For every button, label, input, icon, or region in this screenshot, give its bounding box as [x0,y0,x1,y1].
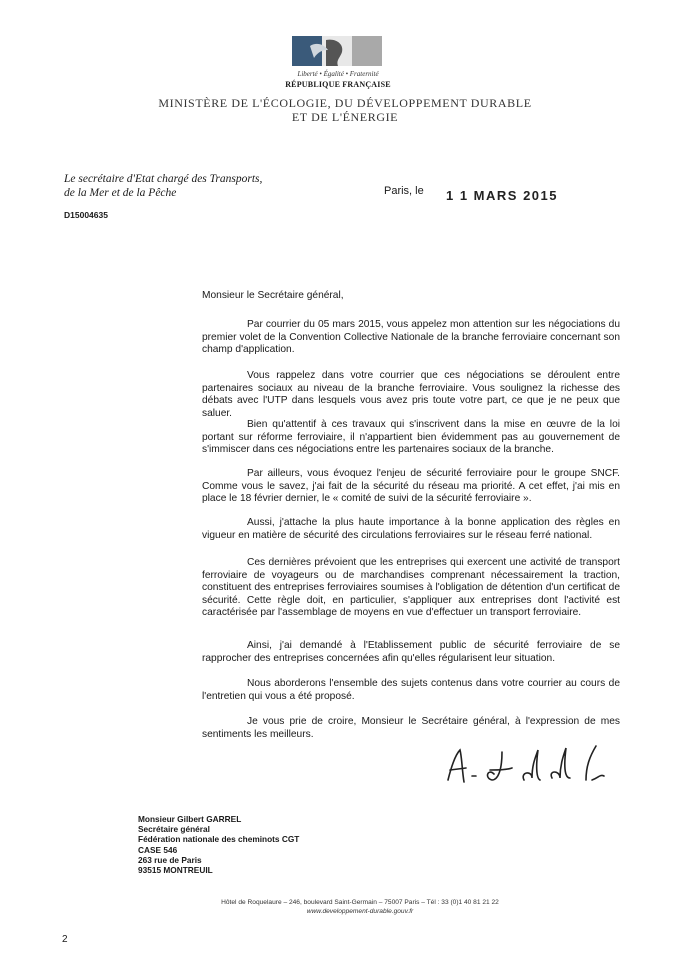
footer-website: www.developpement-durable.gouv.fr [306,908,414,915]
republic-motto: Liberté • Égalité • Fraternité [297,70,379,78]
reference-number: D15004635 [64,210,108,220]
paragraph-4: Par ailleurs, vous évoquez l'enjeu de sécurité ferroviaire pour le groupe SNCF. Comme vous le savez, j'ai fait de la sécurité du réseau ma priorité. A cet effet, j'ai mis en place le 18 février dernier, le « comité de suivi de la sécurité ferroviaire ». [202,468,620,505]
sender-line-1: Le secrétaire d'Etat chargé des Transports, [64,173,263,185]
paragraph-3: Bien qu'attentif à ces travaux qui s'inscrivent dans la mise en œuvre de la loi portant sur réforme ferroviaire, il n'appartient bien évidemment pas au gouvernement de s'immiscer dans ces négociations entre les partenaires sociaux de la branche. [202,419,620,456]
paragraph-8: Nous aborderons l'ensemble des sujets contenus dans votre courrier au cours de l'entretien qui vous a été proposé. [202,678,620,702]
letter-place: Paris, le [384,185,424,197]
footer [160,898,560,916]
recipient-street: 263 rue de Paris [138,854,202,865]
sender-block [64,172,262,200]
salutation: Monsieur le Secrétaire général, [202,290,344,301]
handwritten-signature [440,724,630,796]
paragraph-9: Je vous prie de croire, Monsieur le Secrétaire général, à l'expression de mes sentiments les meilleurs. [202,716,620,740]
ministry-line-2: ET DE L'ÉNERGIE [291,110,399,124]
ministry-heading [140,96,550,124]
footer-address: Hôtel de Roquelaure – 246, boulevard Saint-Germain – 75007 Paris – Tél : 33 (0)1 40 81 21 22 [221,899,499,906]
recipient-organization: Fédération nationale des cheminots CGT [138,834,300,845]
recipient-title: Secrétaire général [138,824,210,835]
sender-line-2: de la Mer et de la Pêche [64,187,177,199]
recipient-name: Monsieur Gilbert GARREL [138,814,242,824]
paragraph-2: Vous rappelez dans votre courrier que ces négociations se déroulent entre partenaires sociaux au niveau de la branche ferroviaire. Vous soulignez la richesse des débats avec l'UTP dans lesquels vous avez pris toute votre part, ce que je ne peux que saluer. [202,370,620,419]
paragraph-7: Ainsi, j'ai demandé à l'Etablissement public de sécurité ferroviaire de se rapprocher des entreprises concernées afin qu'elles régularisent leur situation. [202,640,620,664]
page-number: 2 [62,934,68,945]
recipient-city: 93515 MONTREUIL [138,865,213,876]
paragraph-5: Aussi, j'attache la plus haute importance à la bonne application des règles en vigueur en matière de sécurité des circulations ferroviaires sur le réseau ferré national. [202,517,620,541]
republic-name: RÉPUBLIQUE FRANÇAISE [285,80,391,89]
paragraph-1: Par courrier du 05 mars 2015, vous appelez mon attention sur les négociations du premier volet de la Convention Collective Nationale de la branche ferroviaire concernant son champ d'application. [202,319,620,356]
date-stamp: 1 1 MARS 2015 [446,188,558,203]
recipient-address [138,814,299,875]
recipient-case: CASE 546 [138,844,178,855]
paragraph-6: Ces dernières prévoient que les entreprises qui exercent une activité de transport ferroviaire de voyageurs ou de marchandises comprenant nécessairement la traction, constituent des entreprises ferroviaires soumises à l'obligation de détention d'un certificat de sécurité. Cette règle doit, en particulier, s'appliquer aux entreprises dont l'activité est caractérisée par l'assemblage de moyens en vue d'effectuer un transport ferroviaire. [202,557,620,619]
ministry-line-1: MINISTÈRE DE L'ÉCOLOGIE, DU DÉVELOPPEMENT DURABLE [158,96,532,110]
